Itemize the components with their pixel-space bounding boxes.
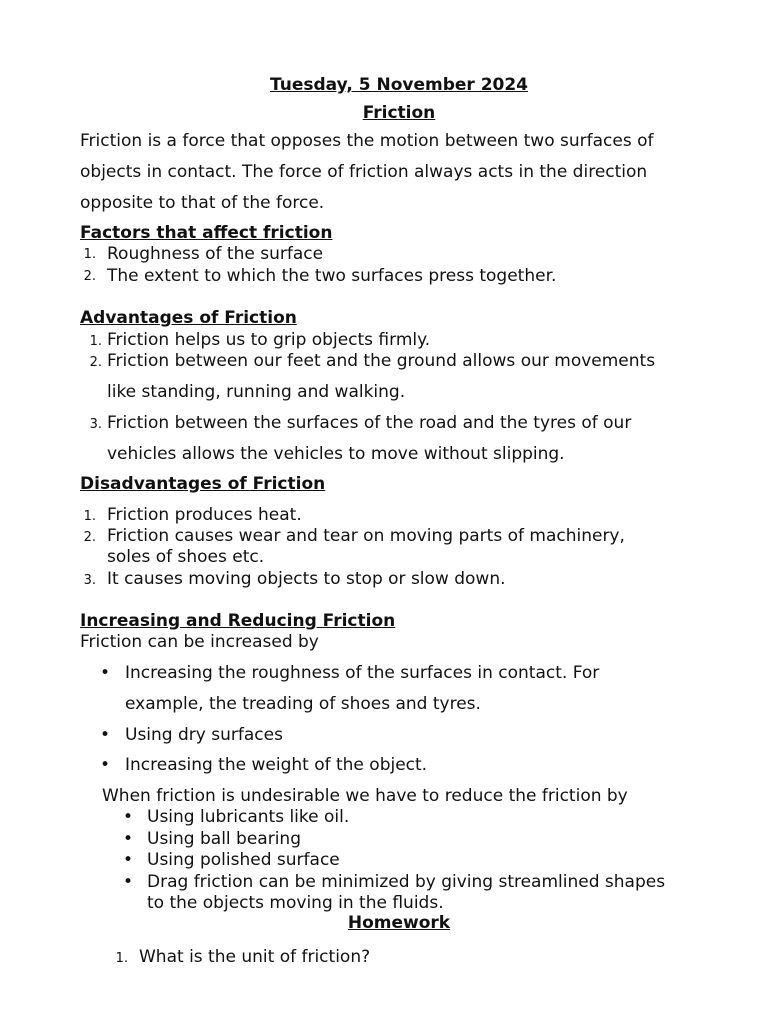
list-item-continuation: example, the treading of shoes and tyres.: [125, 694, 481, 714]
homework-heading: Homework: [347, 913, 451, 933]
list-number: 2.: [83, 530, 96, 545]
list-item: Increasing the roughness of the surfaces in contact. For: [125, 663, 600, 683]
increasing-reducing-heading: Increasing and Reducing Friction: [80, 611, 396, 631]
factors-heading: Factors that affect friction: [80, 223, 333, 243]
reducing-lead: When friction is undesirable we have to reduce the friction by: [102, 786, 628, 806]
list-item: What is the unit of friction?: [139, 947, 371, 967]
bullet-icon: •: [123, 850, 134, 870]
list-item-continuation: soles of shoes etc.: [107, 547, 265, 567]
list-item: It causes moving objects to stop or slow down.: [107, 569, 506, 589]
list-item: Using lubricants like oil.: [147, 807, 350, 827]
list-item: Friction helps us to grip objects firmly.: [107, 330, 431, 350]
list-number: 3.: [89, 417, 102, 432]
list-number: 3.: [83, 573, 96, 588]
increasing-lead: Friction can be increased by: [80, 632, 319, 652]
bullet-icon: •: [100, 725, 111, 745]
disadvantages-heading: Disadvantages of Friction: [80, 474, 326, 494]
list-item: Friction between our feet and the ground allows our movements: [107, 351, 656, 371]
list-item-continuation: to the objects moving in the fluids.: [147, 893, 444, 913]
intro-paragraph: Friction is a force that opposes the motion between two surfaces of objects in contact. The force of friction always acts in the direction opposite to that of the force.: [80, 131, 654, 213]
list-number: 1.: [83, 509, 96, 524]
date-heading: Tuesday, 5 November 2024: [269, 75, 529, 95]
bullet-icon: •: [123, 807, 134, 827]
list-item: Drag friction can be minimized by giving streamlined shapes: [147, 872, 666, 892]
bullet-icon: •: [123, 829, 134, 849]
list-number: 1.: [89, 334, 102, 349]
list-item: Using polished surface: [147, 850, 340, 870]
list-item: Friction causes wear and tear on moving parts of machinery,: [107, 526, 625, 546]
list-number: 1.: [115, 951, 128, 966]
bullet-icon: •: [100, 755, 111, 775]
bullet-icon: •: [100, 663, 111, 683]
list-item: Using ball bearing: [147, 829, 301, 849]
advantages-heading: Advantages of Friction: [80, 308, 297, 328]
list-number: 1.: [83, 247, 96, 262]
list-item: Using dry surfaces: [125, 725, 283, 745]
list-item-continuation: like standing, running and walking.: [107, 382, 406, 402]
page-title: Friction: [362, 103, 436, 123]
list-item-continuation: vehicles allows the vehicles to move without slipping.: [107, 444, 565, 464]
list-item: Increasing the weight of the object.: [125, 755, 428, 775]
list-number: 2.: [83, 269, 96, 284]
list-item: Friction produces heat.: [107, 505, 302, 525]
list-item: The extent to which the two surfaces press together.: [107, 266, 557, 286]
list-item: Friction between the surfaces of the road and the tyres of our: [107, 413, 632, 433]
list-number: 2.: [89, 355, 102, 370]
bullet-icon: •: [123, 872, 134, 892]
list-item: Roughness of the surface: [107, 244, 324, 264]
